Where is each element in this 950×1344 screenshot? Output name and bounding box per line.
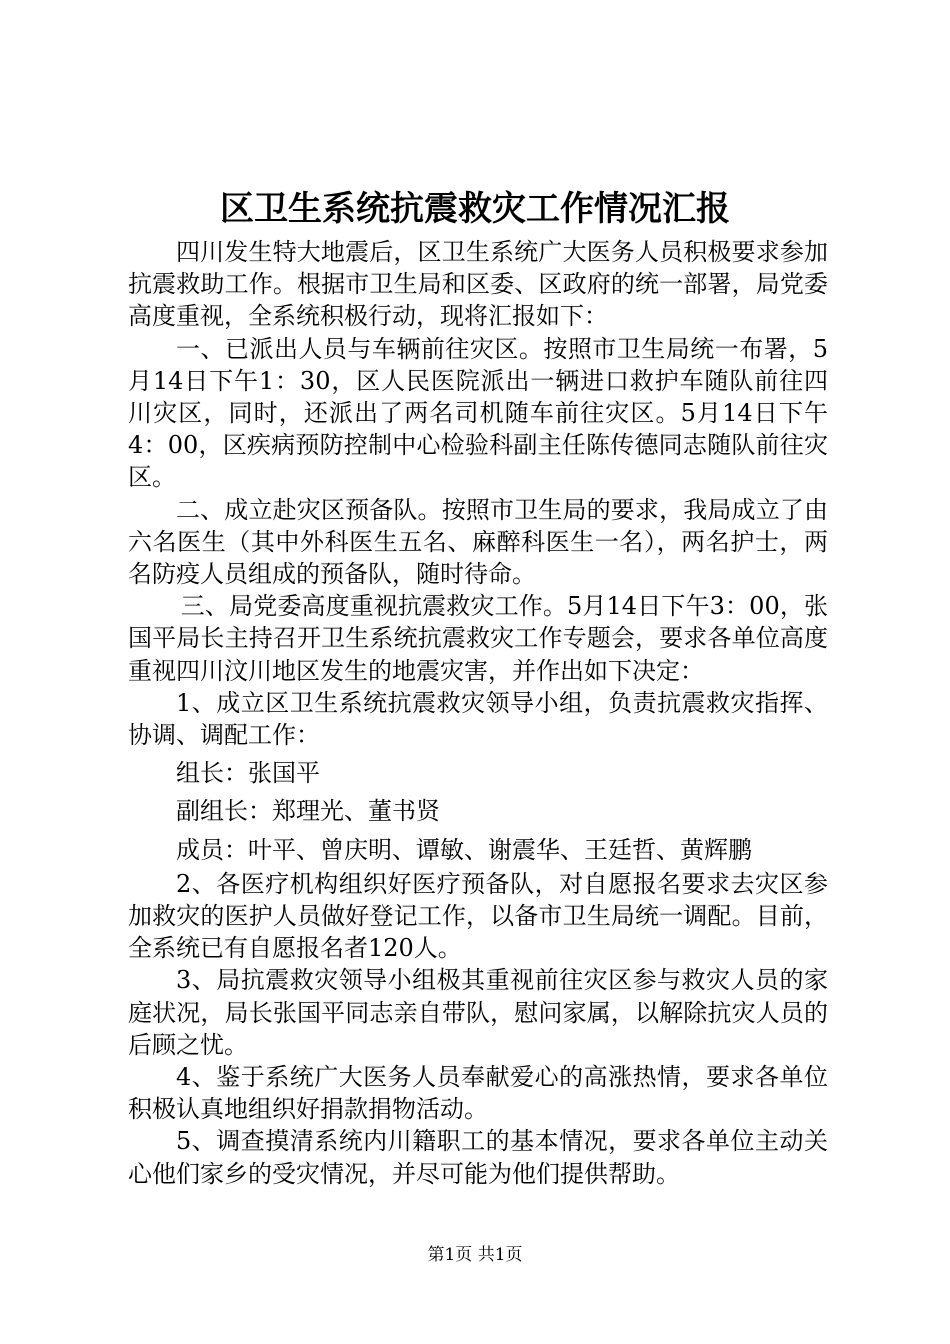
paragraph-decision-1: 1、成立区卫生系统抗震救灾领导小组，负责抗震救灾指挥、协调、调配工作： (128, 688, 828, 750)
member-deputy-leader: 副组长：郑理光、董书贤 (176, 797, 440, 826)
document-body (128, 236, 828, 1190)
paragraph-section-1: 一、已派出人员与车辆前往灾区。按照市卫生局统一布署，5月14日下午1：30，区人民医院派出一辆进口救护车随队前往四川灾区，同时，还派出了两名司机随车前往灾区。5月14日下午4：00，区疾病预防控制中心检验科副主任陈传德同志随队前往灾区。 (128, 334, 828, 492)
member-leader: 组长：张国平 (176, 759, 320, 788)
paragraph-decision-5: 5、调查摸清系统内川籍职工的基本情况，要求各单位主动关心他们家乡的受灾情况，并尽可能为他们提供帮助。 (128, 1127, 828, 1188)
paragraph-section-2: 二、成立赴灾区预备队。按照市卫生局的要求，我局成立了由六名医生（其中外科医生五名、麻醉科医生一名），两名护士，两名防疫人员组成的预备队，随时待命。 (128, 495, 828, 589)
paragraph-decision-3: 3、局抗震救灾领导小组极其重视前往灾区参与救灾人员的家庭状况，局长张国平同志亲自带队，慰问家属，以解除抗灾人员的后顾之忧。 (128, 966, 828, 1059)
member-list: 成员：叶平、曾庆明、谭敏、谢震华、王廷哲、黄辉鹏 (176, 835, 752, 864)
paragraph-section-3: 三、局党委高度重视抗震救灾工作。5月14日下午3：00，张国平局长主持召开卫生系统抗震救灾工作专题会，要求各单位高度重视四川汶川地区发生的地震灾害，并作出如下决定： (128, 592, 828, 685)
document-title: 区卫生系统抗震救灾工作情况汇报 (220, 189, 730, 229)
paragraph-intro: 四川发生特大地震后，区卫生系统广大医务人员积极要求参加抗震救助工作。根据市卫生局和区委、区政府的统一部署，局党委高度重视，全系统积极行动，现将汇报如下： (128, 238, 828, 331)
paragraph-decision-2: 2、各医疗机构组织好医疗预备队，对自愿报名要求去灾区参加救灾的医护人员做好登记工作，以备市卫生局统一调配。目前，全系统已有自愿报名者120人。 (128, 869, 828, 963)
page-footer: 第1页 共1页 (427, 1245, 523, 1265)
paragraph-decision-4: 4、鉴于系统广大医务人员奉献爱心的高涨热情，要求各单位积极认真地组织好捐款捐物活动。 (128, 1063, 828, 1124)
